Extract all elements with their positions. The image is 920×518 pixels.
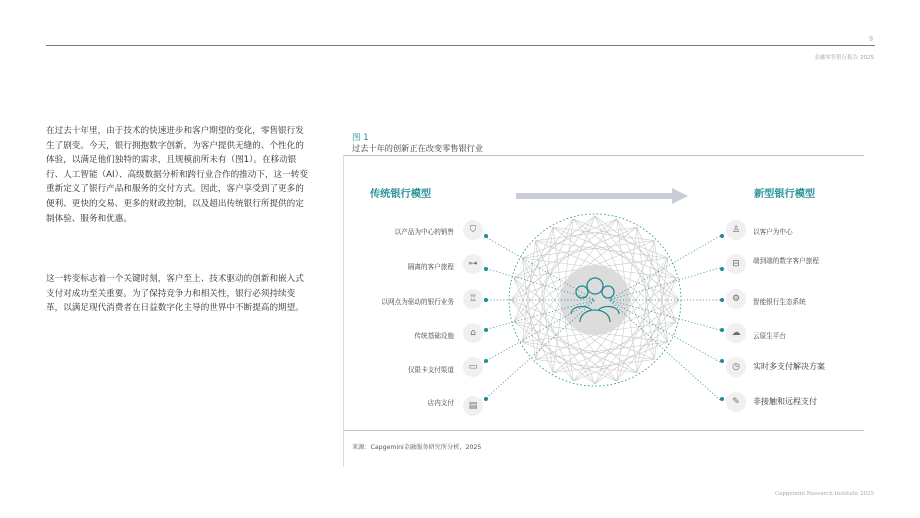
contactless-icon: ✎ — [726, 392, 746, 412]
figure-title: 过去十年的创新正在改变零售银行业 — [352, 143, 484, 153]
transformation-arrow — [516, 188, 688, 204]
store-payment-icon: ▤ — [463, 396, 483, 416]
card-icon: ▭ — [463, 357, 483, 377]
traditional-item-label: 以网点为驱动的银行业务 — [381, 298, 454, 306]
journey-icon: ⊶ — [463, 254, 483, 274]
customer-centric-icon: ♙ — [726, 220, 746, 240]
cart-icon: ⛉ — [463, 220, 483, 240]
page-number: 9 — [869, 36, 873, 43]
new-model-heading: 新型银行模型 — [754, 189, 816, 200]
bank-building-icon: ⌂ — [463, 323, 483, 343]
traditional-item-label: 传统基础设施 — [414, 332, 454, 340]
traditional-item-label: 隔离的客户旅程 — [407, 263, 454, 271]
connector-dot — [720, 267, 724, 271]
traditional-item-label: 店内支付 — [427, 399, 454, 407]
figure-top-rule — [343, 155, 864, 156]
new-item-label: 端到端的数字客户旅程 — [753, 257, 819, 265]
page-footer: Capgemini Research Institute 2025 — [774, 491, 874, 497]
connector-dot — [720, 328, 724, 332]
bank-tower-icon: ♖ — [463, 289, 483, 309]
figure-left-rule — [343, 155, 344, 467]
new-item-label: 非接触和远程支付 — [753, 397, 817, 406]
new-item-label: 实时多支付解决方案 — [753, 362, 825, 371]
figure-label: 图 1 — [352, 133, 369, 143]
body-paragraph-2: 这一转变标志着一个关键时刻，客户至上、技术驱动的创新和嵌入式支付对成功至关重要。为了保持竞争力和相关性，银行必须持续变革，以满足现代消费者在日益数字化主导的世界中不断提高的期望。 — [46, 274, 304, 314]
digital-journey-icon: ⊟ — [726, 254, 746, 274]
connector-dot — [484, 298, 488, 302]
connector-dot — [720, 298, 724, 302]
connector-dot — [720, 397, 724, 401]
running-head: 金融零售银行报告 2025 — [814, 55, 874, 61]
traditional-item-label: 仅限卡支付渠道 — [407, 366, 454, 374]
connector-lines — [482, 224, 722, 410]
new-item-label: 以客户为中心 — [753, 228, 793, 236]
traditional-item-label: 以产品为中心的销售 — [394, 228, 454, 236]
figure-source: 来源：Capgemini金融服务研究所分析，2025 — [352, 444, 482, 451]
connector-dot — [720, 359, 724, 363]
header-rule — [46, 45, 875, 46]
connector-dot — [484, 397, 488, 401]
ecosystem-icon: ⚙ — [726, 289, 746, 309]
connector-dot — [484, 267, 488, 271]
new-item-label: 云原生平台 — [753, 332, 786, 340]
new-item-label: 智能银行生态系统 — [753, 298, 806, 306]
connector-dot — [484, 234, 488, 238]
connector-dot — [720, 234, 724, 238]
connector-dot — [484, 359, 488, 363]
traditional-model-heading: 传统银行模型 — [370, 189, 432, 200]
figure-bottom-rule — [343, 430, 864, 431]
realtime-payment-icon: ◷ — [726, 357, 746, 377]
connector-dot — [484, 328, 488, 332]
body-paragraph-1: 在过去十年里，由于技术的快速进步和客户期望的变化，零售银行发生了剧变。今天，银行拥抱数字创新，为客户提供无缝的、个性化的体验，以满足他们独特的需求，且规模前所未有（图1）。在移动银行、人工智能（AI）、高级数据分析和跨行业合作的推动下，这一转变重新定义了银行产品和服务的交付方式。因此，客户享受到了更多的便利、更快的交易、更多的财政控制，以及超出传统银行所提供的定制体验、服务和优惠。 — [46, 126, 308, 224]
cloud-icon: ☁ — [726, 323, 746, 343]
